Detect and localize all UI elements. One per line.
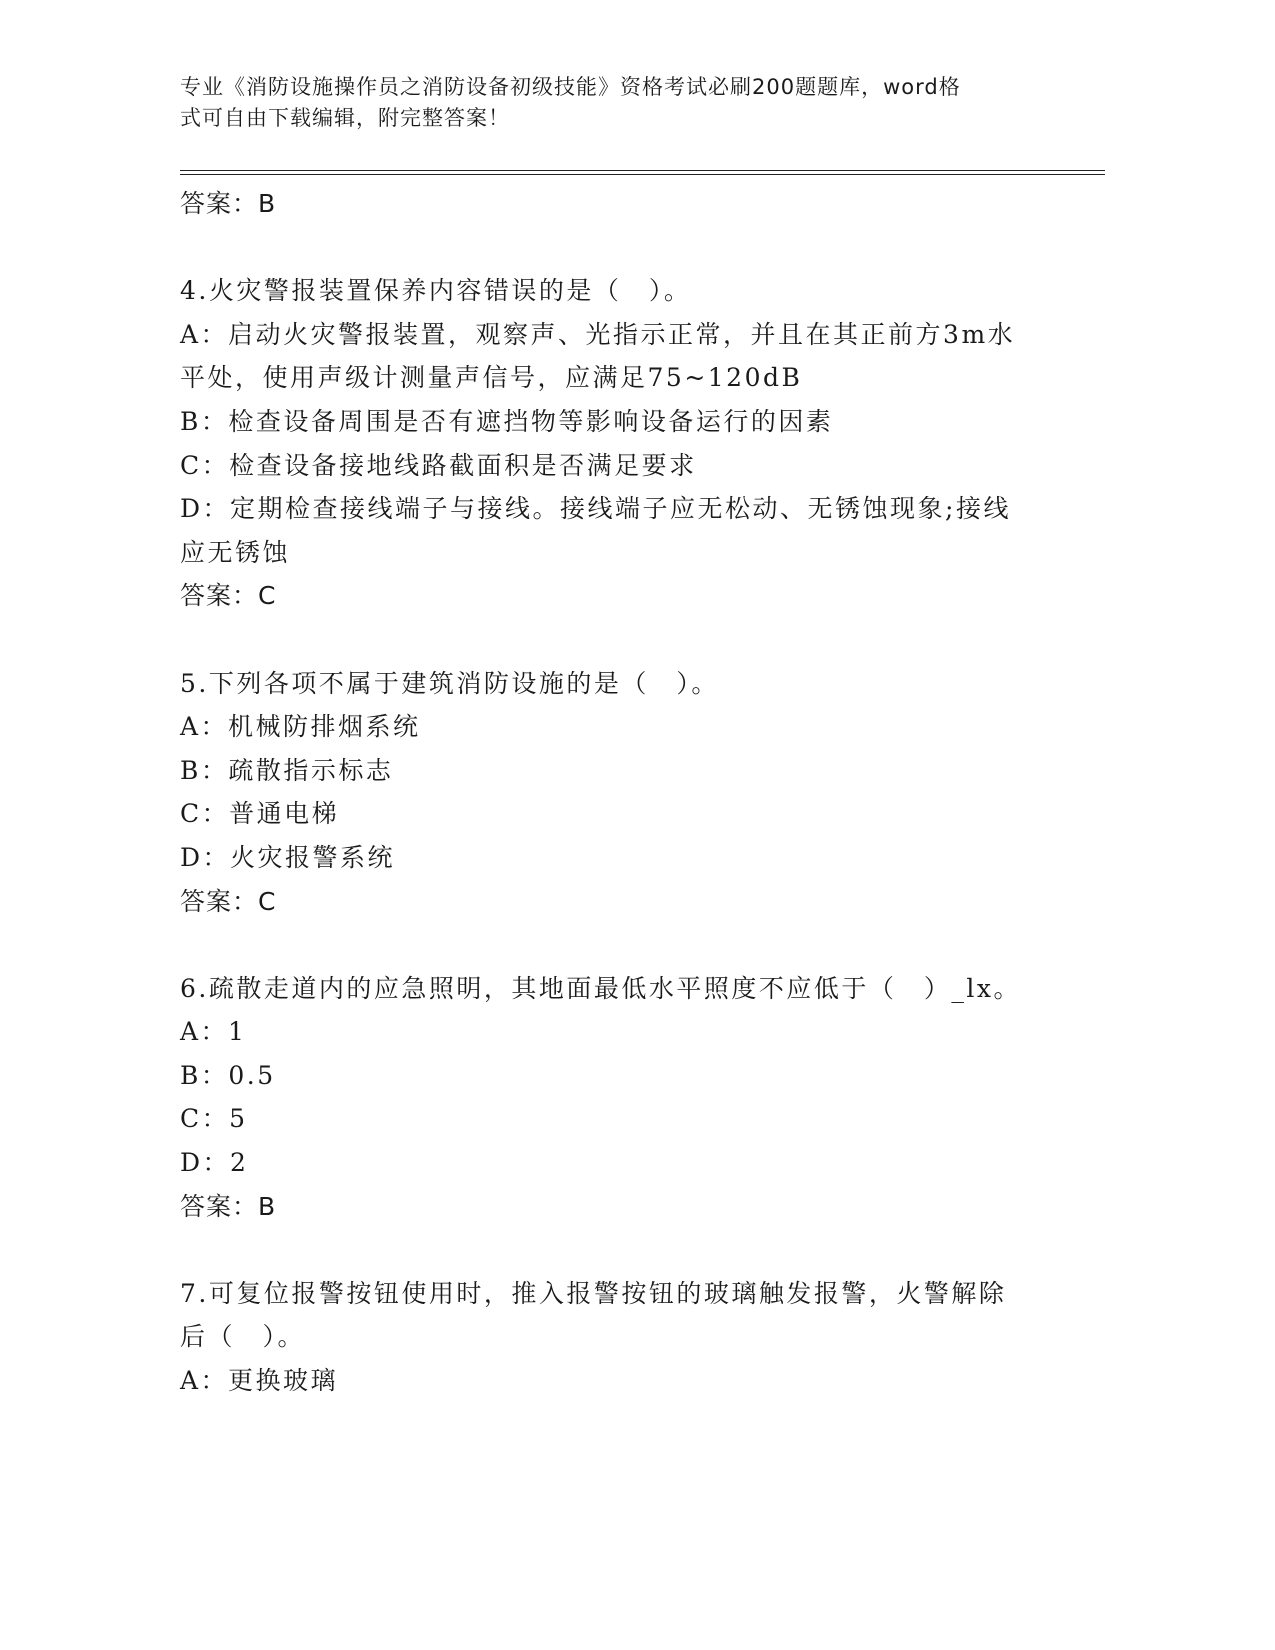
- option-d: D：火灾报警系统: [180, 842, 396, 872]
- option-a: A：启动火灾警报装置，观察声、光指示正常，并且在其正前方3m水: [180, 319, 1016, 349]
- document-body: [180, 182, 1110, 1403]
- option-a-continued: 平处，使用声级计测量声信号，应满足75~120dB: [180, 363, 803, 393]
- answer: 答案：C: [180, 886, 277, 916]
- answer: 答案：B: [180, 1191, 277, 1221]
- option-b: B：0.5: [180, 1060, 276, 1090]
- header-line-2: 式可自由下载编辑，附完整答案！: [180, 106, 510, 130]
- option-a: A：机械防排烟系统: [180, 712, 421, 742]
- question-stem: 4.火灾警报装置保养内容错误的是（ ）。: [180, 276, 692, 306]
- option-c: C：5: [180, 1104, 248, 1134]
- document-header: [180, 72, 1040, 134]
- question-stem: 5.下列各项不属于建筑消防设施的是（ ）。: [180, 668, 719, 698]
- question-stem: 6.疏散走道内的应急照明，其地面最低水平照度不应低于（ ）_lx。: [180, 973, 1021, 1003]
- option-d-continued: 应无锈蚀: [180, 537, 291, 567]
- question-stem-continued: 后（ ）。: [180, 1322, 306, 1352]
- option-b: B：检查设备周围是否有遮挡物等影响设备运行的因素: [180, 406, 834, 436]
- header-line-1: 专业《消防设施操作员之消防设备初级技能》资格考试必刷200题题库，word格: [180, 75, 961, 99]
- header-divider-bottom: [180, 174, 1105, 175]
- header-divider-top: [180, 170, 1105, 171]
- question-5: [180, 662, 1110, 924]
- question-7: [180, 1272, 1110, 1403]
- option-c: C：检查设备接地线路截面积是否满足要求: [180, 450, 697, 480]
- option-a: A：更换玻璃: [180, 1366, 339, 1396]
- question-6: [180, 967, 1110, 1229]
- option-a: A：1: [180, 1017, 247, 1047]
- answer: 答案：C: [180, 581, 277, 611]
- spacer: [180, 226, 1110, 270]
- spacer: [180, 1228, 1110, 1272]
- option-d: D：2: [180, 1148, 249, 1178]
- answer-prev: 答案：B: [180, 189, 277, 218]
- option-d: D：定期检查接线端子与接线。接线端子应无松动、无锈蚀现象;接线: [180, 494, 1011, 524]
- option-c: C：普通电梯: [180, 799, 340, 829]
- spacer: [180, 618, 1110, 662]
- question-4: [180, 269, 1110, 618]
- question-stem: 7.可复位报警按钮使用时，推入报警按钮的玻璃触发报警，火警解除: [180, 1278, 1007, 1308]
- option-b: B：疏散指示标志: [180, 755, 394, 785]
- spacer: [180, 923, 1110, 967]
